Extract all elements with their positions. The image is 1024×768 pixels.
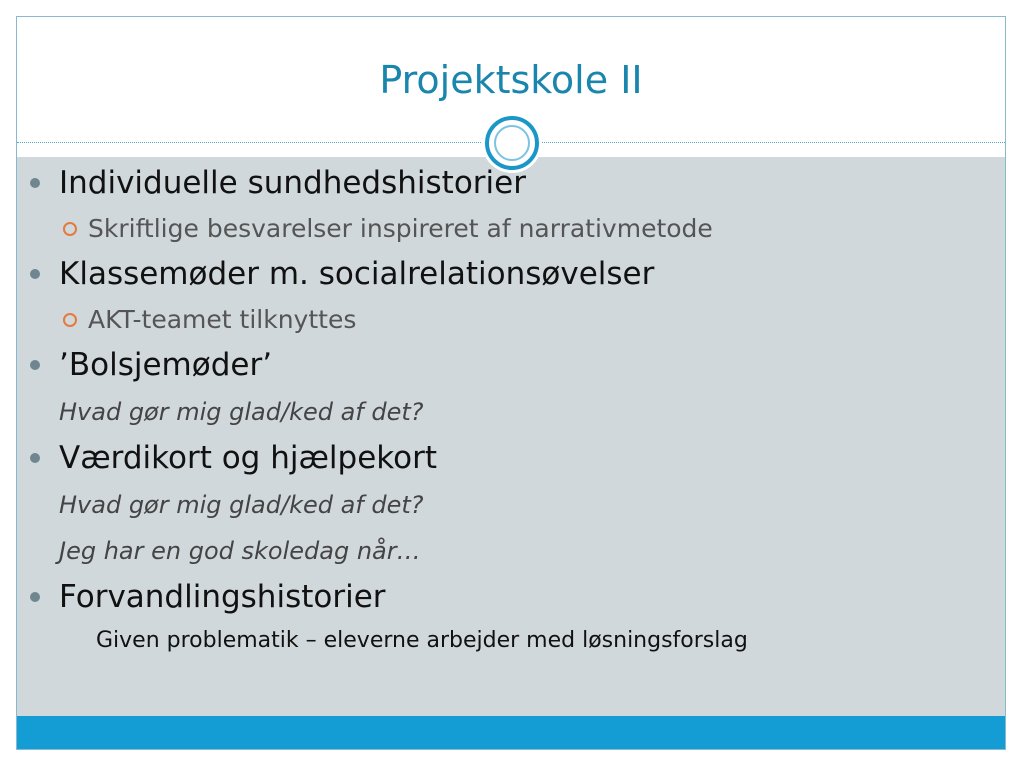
italic-note: Hvad gør mig glad/ked af det? xyxy=(59,398,424,426)
bullet-icon xyxy=(30,592,40,602)
italic-note: Jeg har en god skoledag når… xyxy=(59,537,421,565)
italic-note: Hvad gør mig glad/ked af det? xyxy=(59,491,424,519)
list-item xyxy=(30,251,980,298)
bullet-icon xyxy=(30,453,40,463)
ring-ornament-core xyxy=(494,125,530,161)
list-item xyxy=(30,160,980,207)
list-subitem xyxy=(30,298,980,342)
bullet-list xyxy=(30,160,980,661)
list-item xyxy=(30,342,980,389)
list-item xyxy=(30,435,980,482)
list-item-text: Individuelle sundhedshistorier xyxy=(59,165,526,201)
list-item-text: Klassemøder m. socialrelationsøvelser xyxy=(59,256,655,292)
slide-title: Projektskole II xyxy=(379,58,643,102)
list-item-text: Værdikort og hjælpekort xyxy=(59,440,437,476)
sub-bullet-icon xyxy=(63,222,77,236)
list-item xyxy=(30,574,980,621)
list-subitem-text: AKT-teamet tilknyttes xyxy=(88,305,357,334)
list-subitem xyxy=(30,207,980,251)
sub-bullet-icon xyxy=(63,313,77,327)
list-subitem-text: Skriftlige besvarelser inspireret af narrativmetode xyxy=(88,214,713,243)
bullet-icon xyxy=(30,269,40,279)
bullet-icon xyxy=(30,178,40,188)
bullet-icon xyxy=(30,360,40,370)
list-item-text: Forvandlingshistorier xyxy=(59,579,386,615)
plain-note: Given problematik – eleverne arbejder med løsningsforslag xyxy=(96,628,748,653)
footer-bar xyxy=(17,716,1005,750)
list-item-text: ’Bolsjemøder’ xyxy=(59,347,273,383)
